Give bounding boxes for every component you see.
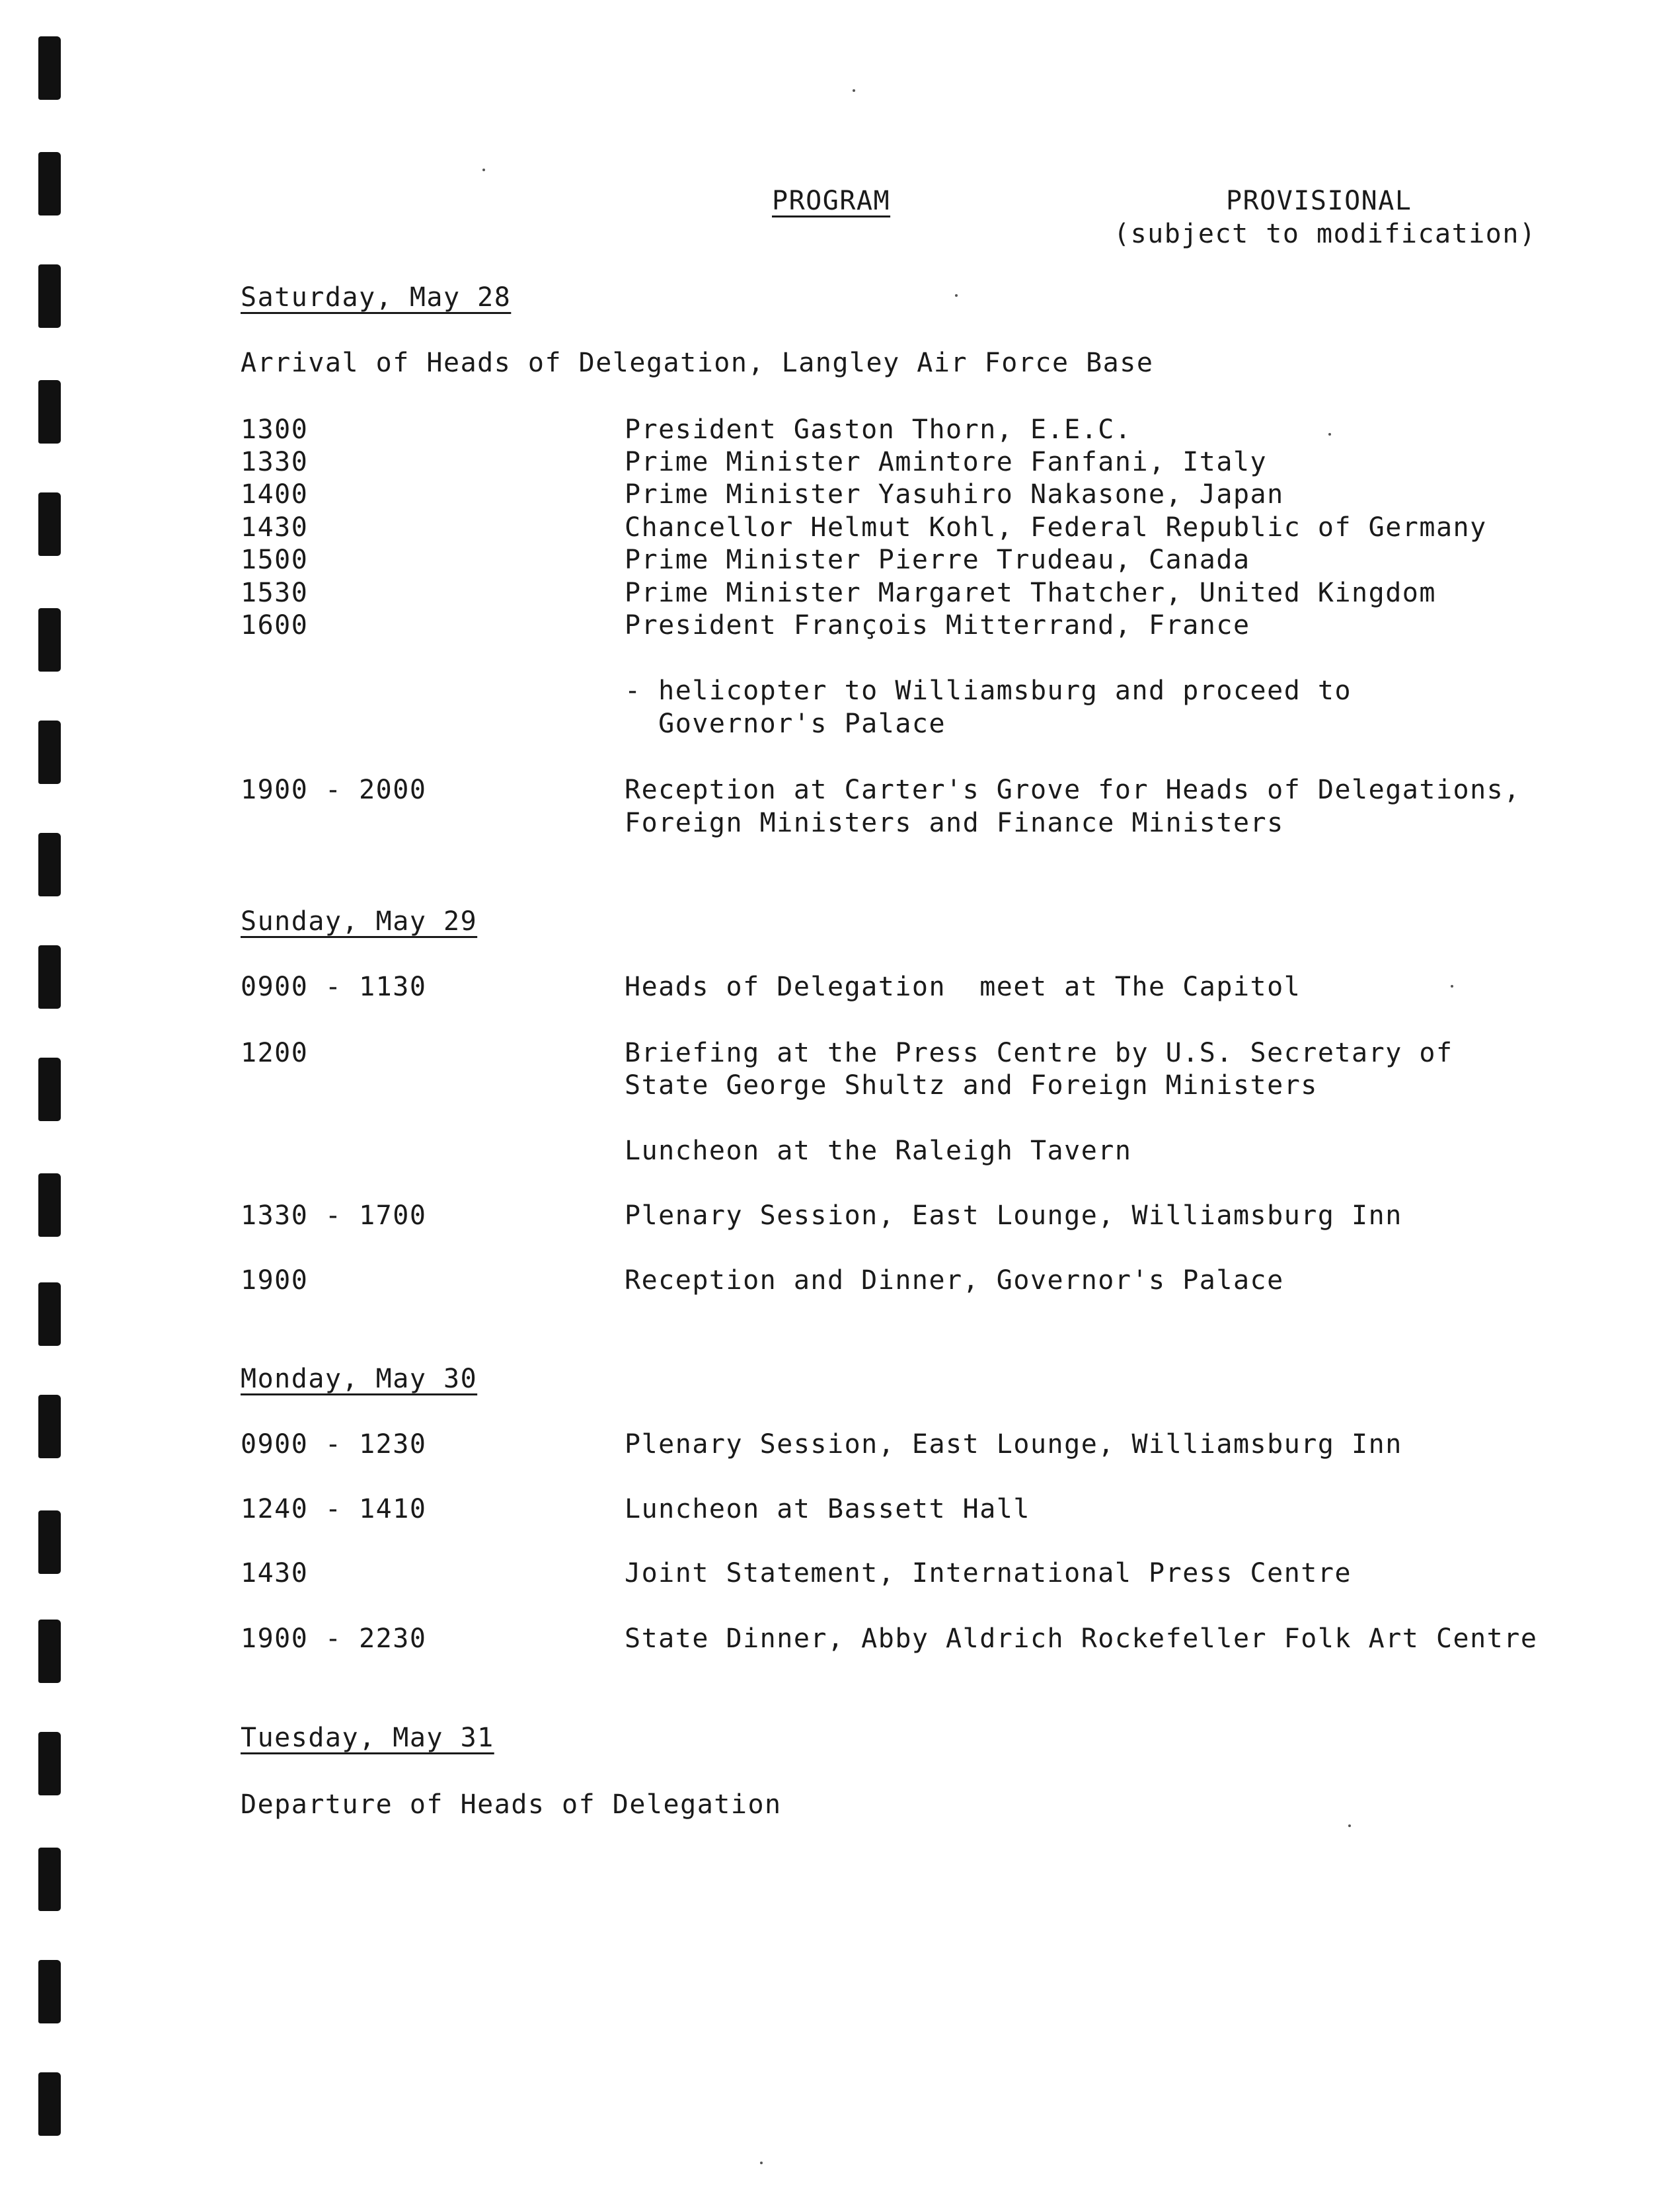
punch-hole [38, 1173, 61, 1237]
arrival-text: President François Mitterrand, France [625, 610, 1250, 641]
saturday-intro: Arrival of Heads of Delegation, Langley Air Force Base [241, 348, 1154, 378]
punch-hole [38, 1395, 61, 1458]
scan-speck [482, 169, 485, 171]
scan-speck [760, 2162, 763, 2164]
punch-hole [38, 152, 61, 215]
punch-hole [38, 721, 61, 784]
event-text: Foreign Ministers and Finance Ministers [625, 808, 1284, 838]
arrival-text: Prime Minister Margaret Thatcher, United Kingdom [625, 578, 1436, 608]
scan-speck [1451, 985, 1453, 988]
event-text: Reception at Carter's Grove for Heads of Delegations, [625, 775, 1521, 805]
punch-hole [38, 1732, 61, 1795]
helicopter-note-line: - helicopter to Williamsburg and proceed to [625, 676, 1352, 706]
event-text: Reception and Dinner, Governor's Palace [625, 1265, 1284, 1296]
helicopter-note-line: Governor's Palace [625, 709, 946, 739]
arrival-time: 1330 [241, 447, 309, 477]
event-text: Luncheon at Bassett Hall [625, 1494, 1030, 1524]
punch-hole [38, 2072, 61, 2136]
event-time: 0900 - 1130 [241, 972, 427, 1002]
arrival-text: Prime Minister Amintore Fanfani, Italy [625, 447, 1268, 477]
event-text: Plenary Session, East Lounge, Williamsburg Inn [625, 1429, 1402, 1460]
event-time: 1430 [241, 1558, 309, 1588]
day-heading-sunday: Sunday, May 29 [241, 906, 478, 937]
arrival-text: Chancellor Helmut Kohl, Federal Republic of Germany [625, 512, 1487, 543]
event-text: Plenary Session, East Lounge, Williamsburg Inn [625, 1200, 1402, 1231]
day-heading-monday: Monday, May 30 [241, 1364, 478, 1394]
scan-speck [853, 89, 855, 92]
event-time: 1900 [241, 1265, 309, 1296]
provisional-note: (subject to modification) [1114, 219, 1537, 249]
day-heading-tuesday: Tuesday, May 31 [241, 1723, 494, 1753]
arrival-time: 1530 [241, 578, 309, 608]
punch-hole [38, 36, 61, 100]
provisional-label: PROVISIONAL [1226, 186, 1412, 216]
event-time: 1200 [241, 1038, 309, 1068]
punch-hole [38, 1960, 61, 2023]
punch-hole [38, 945, 61, 1009]
punch-hole [38, 264, 61, 328]
arrival-time: 1500 [241, 545, 309, 575]
punch-hole [38, 1620, 61, 1683]
punch-hole [38, 1282, 61, 1346]
arrival-time: 1430 [241, 512, 309, 543]
arrival-time: 1300 [241, 414, 309, 445]
scan-speck [1348, 1824, 1351, 1827]
punch-hole [38, 380, 61, 444]
event-text: Joint Statement, International Press Centre [625, 1558, 1352, 1588]
event-text: State George Shultz and Foreign Ministers [625, 1070, 1318, 1101]
arrival-text: Prime Minister Pierre Trudeau, Canada [625, 545, 1250, 575]
event-text: Briefing at the Press Centre by U.S. Secretary of [625, 1038, 1453, 1068]
arrival-text: Prime Minister Yasuhiro Nakasone, Japan [625, 479, 1284, 510]
arrival-time: 1600 [241, 610, 309, 641]
day-heading-saturday: Saturday, May 28 [241, 282, 512, 313]
scan-speck [955, 294, 958, 297]
arrival-text: President Gaston Thorn, E.E.C. [625, 414, 1132, 445]
event-time: 1900 - 2230 [241, 1623, 427, 1654]
event-time: 0900 - 1230 [241, 1429, 427, 1460]
event-time: 1240 - 1410 [241, 1494, 427, 1524]
page-title: PROGRAM [772, 186, 891, 216]
punch-hole [38, 1510, 61, 1574]
punch-hole [38, 833, 61, 896]
event-text: Luncheon at the Raleigh Tavern [625, 1136, 1132, 1166]
punch-hole [38, 492, 61, 556]
punch-hole [38, 608, 61, 672]
punch-hole [38, 1058, 61, 1121]
event-time: 1330 - 1700 [241, 1200, 427, 1231]
event-time: 1900 - 2000 [241, 775, 427, 805]
event-text: State Dinner, Abby Aldrich Rockefeller Folk Art Centre [625, 1623, 1538, 1654]
scan-speck [1328, 433, 1331, 436]
tuesday-intro: Departure of Heads of Delegation [241, 1789, 782, 1820]
arrival-time: 1400 [241, 479, 309, 510]
punch-hole [38, 1848, 61, 1911]
event-text: Heads of Delegation meet at The Capitol [625, 972, 1301, 1002]
